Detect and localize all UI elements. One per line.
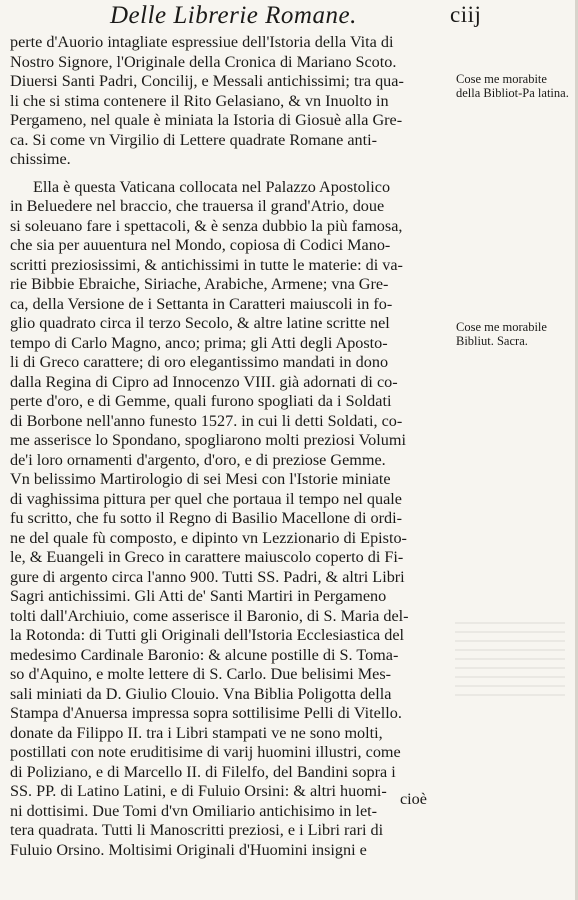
text-line: de'i loro ornamenti d'argento, d'oro, e di preziose Gemme. [10,450,386,469]
text-line: di Poliziano, e di Marcello II. di Filelfo, del Bandini sopra i [10,762,396,781]
text-line: me asserisce lo Spondano, spogliarono molti preziosi Volumi [10,431,406,449]
text-line: Stampa d'Anuersa impressa sopra sottilisime Pelli di Vitello. [10,704,402,722]
text-line: Sagri antichissimi. Gli Atti de' Santi Martiri in Pergameno [10,587,387,605]
text-line: la Rotonda: di Tutti gli Originali dell'Istoria Ecclesiastica del [10,626,405,644]
text-line: glio quadrato circa il terzo Secolo, & altre latine scritte nel [10,314,390,332]
text-line: tolti dall'Archiuio, come asserisce il Baronio, di S. Maria del- [10,606,409,625]
text-line: ca, della Versione de i Settanta in Caratteri maiuscoli in fo- [10,294,393,313]
text-line: so d'Aquino, e molte lettere di S. Carlo. Due belisimi Mes- [10,665,392,683]
text-line: scritti preziosissimi, & antichissimi in tutte le materie: di va- [10,255,403,274]
page-header [110,2,510,30]
text-line: Fuluio Orsino. Moltisimi Originali d'Huomini insigni e [10,840,367,859]
text-line: in Beluedere nel braccio, che trauersa il grand'Atrio, doue [10,197,385,215]
text-line: di vaghissima pittura per quel che portaua il tempo nel quale [10,489,402,508]
text-line: medesimo Cardinale Baronio: & alcune postille di S. Toma- [10,645,399,664]
text-line: perte d'Auorio intagliate espressiue dell'Istoria della Vita di [10,33,394,51]
text-line: gure di argento circa l'anno 900. Tutti SS. Padri, & altri Libri [10,567,405,586]
show-through-bleed [455,618,565,696]
text-line: che sia per auuentura nel Mondo, copiosa di Codici Mano- [10,236,391,254]
text-line: li che si stima contenere il Rito Gelasiano, & vn Inuolto in [10,91,389,110]
text-line: chissime. [10,150,71,168]
body-text [10,33,456,860]
text-line: Nostro Signore, l'Originale della Cronica di Mariano Scoto. [10,52,397,71]
text-line: fu scritto, che fu sotto il Regno di Basilio Macellone di ordi- [10,509,403,527]
text-line: perte d'oro, e di Gemme, quali furono spogliati da i Soldati [10,392,392,410]
page-number: ciij [450,2,482,27]
catchword: cioè [400,790,427,808]
text-line: si soleuano fare i spettacoli, & è senza dubbio la più famosa, [10,216,403,235]
text-line: tempo di Carlo Magno, anco; prima; gli Atti degli Aposto- [10,333,388,352]
text-line: dalla Regina di Cipro ad Innocenzo VIII. già adornati di co- [10,372,398,391]
text-line: le, & Euangeli in Greco in carattere maiuscolo coperto di Fi- [10,548,404,566]
text-line: sali miniati da D. Giulio Clouio. Vna Biblia Poligotta della [10,684,392,703]
text-line: donate da Filippo II. tra i Libri stampati ve ne sono molti, [10,723,383,742]
text-line: di Borbone nell'anno funesto 1527. in cui li detti Soldati, co- [10,411,403,430]
text-line: ca. Si come vn Virgilio di Lettere quadrate Romane anti- [10,130,378,149]
text-line: Vn belissimo Martirologio di sei Mesi con l'Istorie miniate [10,470,391,488]
running-title: Delle Librerie Romane. [110,2,357,29]
margin-note-palatina: Cose me morabite della Bibliot-Pa latina. [456,72,569,100]
text-line: Ella è questa Vaticana collocata nel Palazzo Apostolico [33,177,391,196]
text-line: postillati con note eruditisime di varij huomini illustri, come [10,743,401,761]
text-line: li di Greco carattere; di oro elegantissimo mandati in dono [10,353,389,371]
text-line: ne del quale fù composto, e dipinto vn Lezzionario di Episto- [10,528,407,547]
text-line: Diuersi Santi Padri, Concilij, e Messali antichissimi; tra qua- [10,72,404,90]
text-line: ni dottisimi. Due Tomi d'vn Omiliario antichisimo in let- [10,801,378,820]
text-line: SS. PP. di Latino Latini, e di Fuluio Orsini: & altri huomi- [10,782,387,800]
text-line: tera quadrata. Tutti li Manoscritti preziosi, e i Libri rari di [10,821,384,839]
text-line: Pergameno, nel quale è miniata la Istoria di Giosuè alla Gre- [10,111,403,129]
text-line: rie Bibbie Ebraiche, Siriache, Arabiche, Armene; vna Gre- [10,275,389,293]
margin-note-sacra: Cose me morabile Bibliut. Sacra. [456,320,547,348]
